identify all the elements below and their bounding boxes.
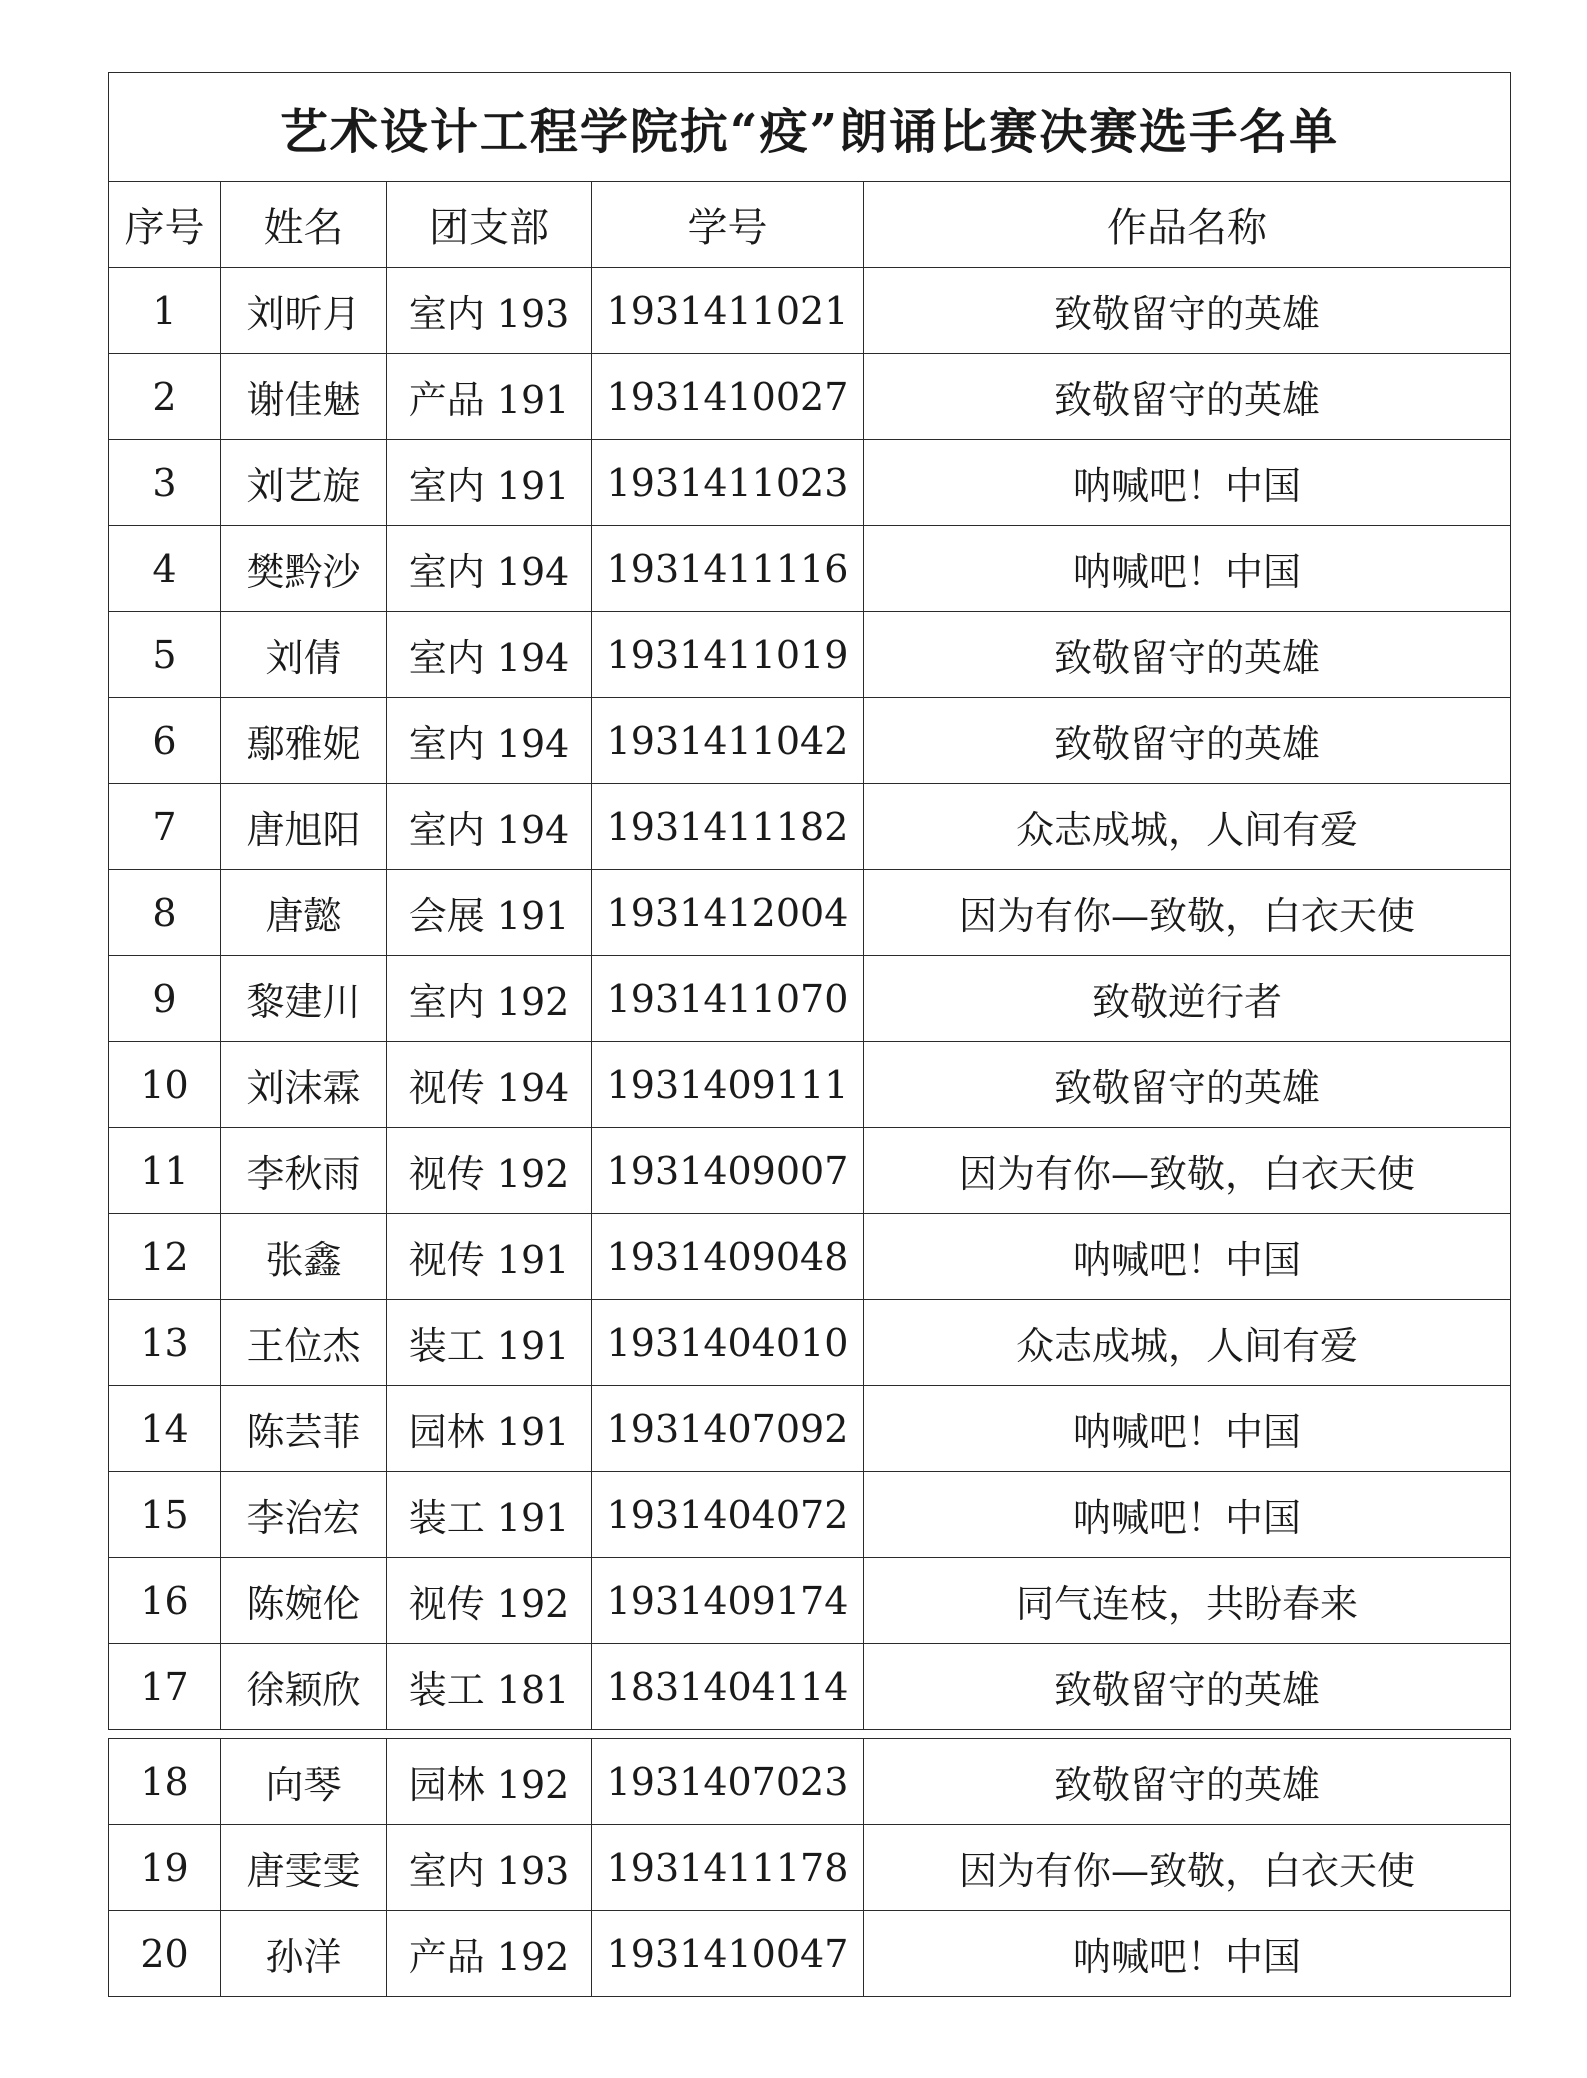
student-id: 1931411021	[592, 268, 864, 354]
row-index: 18	[109, 1739, 221, 1825]
branch: 室内 191	[387, 440, 592, 526]
contestant-name: 孙洋	[221, 1911, 387, 1997]
roster-sheet	[108, 72, 1510, 1997]
work-title: 呐喊吧！中国	[864, 1386, 1511, 1472]
row-index: 13	[109, 1300, 221, 1386]
roster-table-part1	[108, 72, 1511, 1730]
row-index: 3	[109, 440, 221, 526]
row-index: 15	[109, 1472, 221, 1558]
contestant-name: 唐懿	[221, 870, 387, 956]
contestant-name: 鄢雅妮	[221, 698, 387, 784]
table-row	[109, 440, 1511, 526]
row-index: 14	[109, 1386, 221, 1472]
table-row	[109, 1825, 1511, 1911]
contestant-name: 刘昕月	[221, 268, 387, 354]
work-title: 致敬留守的英雄	[864, 1042, 1511, 1128]
row-index: 16	[109, 1558, 221, 1644]
row-index: 2	[109, 354, 221, 440]
row-index: 4	[109, 526, 221, 612]
branch: 园林 192	[387, 1739, 592, 1825]
work-title: 致敬留守的英雄	[864, 1644, 1511, 1730]
contestant-name: 陈芸菲	[221, 1386, 387, 1472]
student-id: 1931411182	[592, 784, 864, 870]
branch: 室内 192	[387, 956, 592, 1042]
branch: 室内 194	[387, 784, 592, 870]
column-header-branch: 团支部	[387, 182, 592, 268]
branch: 室内 193	[387, 1825, 592, 1911]
table-row	[109, 956, 1511, 1042]
branch: 产品 191	[387, 354, 592, 440]
row-index: 10	[109, 1042, 221, 1128]
work-title: 同气连枝，共盼春来	[864, 1558, 1511, 1644]
branch: 视传 191	[387, 1214, 592, 1300]
table-row	[109, 1042, 1511, 1128]
student-id: 1931409048	[592, 1214, 864, 1300]
branch: 装工 191	[387, 1472, 592, 1558]
contestant-name: 李秋雨	[221, 1128, 387, 1214]
table-row	[109, 698, 1511, 784]
row-index: 1	[109, 268, 221, 354]
work-title: 众志成城，人间有爱	[864, 1300, 1511, 1386]
branch: 室内 194	[387, 612, 592, 698]
work-title: 呐喊吧！中国	[864, 1214, 1511, 1300]
work-title: 呐喊吧！中国	[864, 1911, 1511, 1997]
table-row	[109, 1300, 1511, 1386]
contestant-name: 向琴	[221, 1739, 387, 1825]
row-index: 11	[109, 1128, 221, 1214]
work-title: 呐喊吧！中国	[864, 526, 1511, 612]
roster-body-part2	[109, 1739, 1511, 1997]
work-title: 因为有你—致敬，白衣天使	[864, 1825, 1511, 1911]
row-index: 5	[109, 612, 221, 698]
student-id: 1931411070	[592, 956, 864, 1042]
table-row	[109, 1911, 1511, 1997]
student-id: 1931411178	[592, 1825, 864, 1911]
work-title: 致敬留守的英雄	[864, 698, 1511, 784]
roster-table-part2	[108, 1738, 1511, 1997]
branch: 装工 191	[387, 1300, 592, 1386]
student-id: 1931409174	[592, 1558, 864, 1644]
branch: 室内 194	[387, 526, 592, 612]
student-id: 1931404010	[592, 1300, 864, 1386]
table-row	[109, 1128, 1511, 1214]
table-row	[109, 612, 1511, 698]
table-row	[109, 1472, 1511, 1558]
table-row	[109, 1739, 1511, 1825]
contestant-name: 樊黔沙	[221, 526, 387, 612]
row-index: 8	[109, 870, 221, 956]
row-index: 9	[109, 956, 221, 1042]
work-title: 致敬逆行者	[864, 956, 1511, 1042]
student-id: 1931410047	[592, 1911, 864, 1997]
branch: 室内 194	[387, 698, 592, 784]
work-title: 众志成城，人间有爱	[864, 784, 1511, 870]
table-row	[109, 526, 1511, 612]
student-id: 1931409007	[592, 1128, 864, 1214]
table-row	[109, 1386, 1511, 1472]
work-title: 致敬留守的英雄	[864, 268, 1511, 354]
contestant-name: 唐雯雯	[221, 1825, 387, 1911]
work-title: 致敬留守的英雄	[864, 612, 1511, 698]
column-header-student-id: 学号	[592, 182, 864, 268]
student-id: 1931407023	[592, 1739, 864, 1825]
contestant-name: 张鑫	[221, 1214, 387, 1300]
branch: 会展 191	[387, 870, 592, 956]
contestant-name: 谢佳魅	[221, 354, 387, 440]
table-row	[109, 870, 1511, 956]
table-header-row	[109, 182, 1511, 268]
branch: 园林 191	[387, 1386, 592, 1472]
student-id: 1931411019	[592, 612, 864, 698]
student-id: 1931411023	[592, 440, 864, 526]
student-id: 1931409111	[592, 1042, 864, 1128]
branch: 视传 192	[387, 1558, 592, 1644]
contestant-name: 刘倩	[221, 612, 387, 698]
student-id: 1931410027	[592, 354, 864, 440]
table-row	[109, 268, 1511, 354]
contestant-name: 徐颖欣	[221, 1644, 387, 1730]
page-gap	[108, 1730, 1510, 1738]
table-row	[109, 1214, 1511, 1300]
table-row	[109, 354, 1511, 440]
row-index: 19	[109, 1825, 221, 1911]
branch: 产品 192	[387, 1911, 592, 1997]
contestant-name: 唐旭阳	[221, 784, 387, 870]
contestant-name: 刘沫霖	[221, 1042, 387, 1128]
branch: 室内 193	[387, 268, 592, 354]
student-id: 1931411116	[592, 526, 864, 612]
row-index: 12	[109, 1214, 221, 1300]
work-title: 因为有你—致敬，白衣天使	[864, 1128, 1511, 1214]
contestant-name: 王位杰	[221, 1300, 387, 1386]
row-index: 17	[109, 1644, 221, 1730]
column-header-work-title: 作品名称	[864, 182, 1511, 268]
column-header-index: 序号	[109, 182, 221, 268]
row-index: 6	[109, 698, 221, 784]
student-id: 1831404114	[592, 1644, 864, 1730]
branch: 视传 192	[387, 1128, 592, 1214]
column-header-name: 姓名	[221, 182, 387, 268]
student-id: 1931411042	[592, 698, 864, 784]
student-id: 1931404072	[592, 1472, 864, 1558]
work-title: 呐喊吧！中国	[864, 440, 1511, 526]
contestant-name: 李治宏	[221, 1472, 387, 1558]
student-id: 1931412004	[592, 870, 864, 956]
row-index: 20	[109, 1911, 221, 1997]
work-title: 呐喊吧！中国	[864, 1472, 1511, 1558]
branch: 装工 181	[387, 1644, 592, 1730]
work-title: 因为有你—致敬，白衣天使	[864, 870, 1511, 956]
contestant-name: 黎建川	[221, 956, 387, 1042]
branch: 视传 194	[387, 1042, 592, 1128]
table-row	[109, 784, 1511, 870]
document-title: 艺术设计工程学院抗“疫”朗诵比赛决赛选手名单	[109, 73, 1511, 182]
row-index: 7	[109, 784, 221, 870]
table-row	[109, 1558, 1511, 1644]
roster-body-part1	[109, 268, 1511, 1730]
student-id: 1931407092	[592, 1386, 864, 1472]
contestant-name: 刘艺旋	[221, 440, 387, 526]
work-title: 致敬留守的英雄	[864, 1739, 1511, 1825]
contestant-name: 陈婉伦	[221, 1558, 387, 1644]
work-title: 致敬留守的英雄	[864, 354, 1511, 440]
table-row	[109, 1644, 1511, 1730]
